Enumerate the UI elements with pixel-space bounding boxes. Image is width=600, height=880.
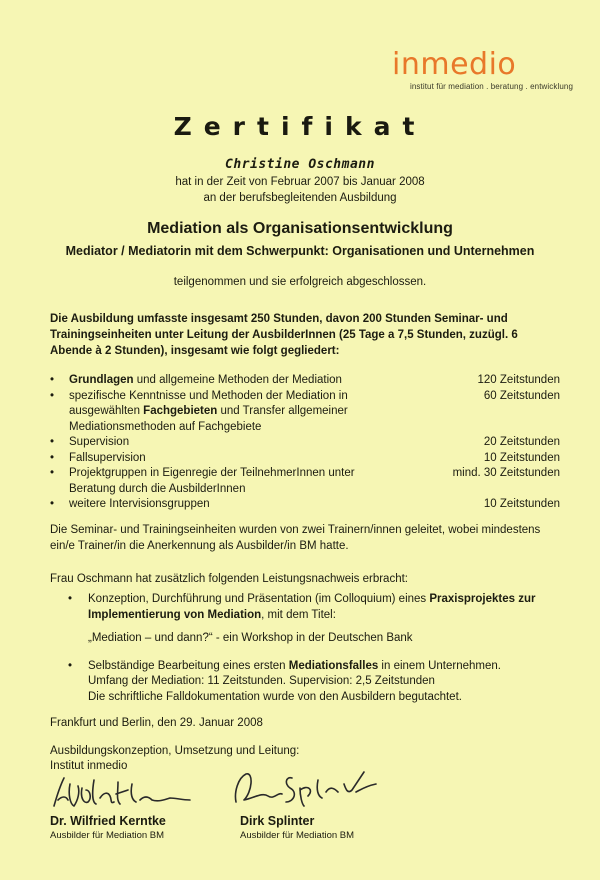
bullet-icon: •	[50, 498, 55, 510]
bullet-icon: •	[68, 593, 73, 605]
module-item	[50, 451, 570, 467]
certificate-title: Zertifikat	[173, 112, 427, 141]
logo-wordmark: inmedio	[392, 47, 517, 82]
module-bold: Grundlagen	[69, 374, 134, 386]
signer-role: Ausbilder für Mediation BM	[50, 830, 165, 841]
bullet-icon: •	[50, 451, 55, 464]
module-text: Projektgruppen in Eigenregie der TeilnehmerInnen unter Beratung durch die AusbilderInnen	[69, 467, 355, 495]
module-hours: 10 Zeitstunden	[483, 451, 560, 464]
signature-splinter	[228, 762, 388, 812]
module-item	[50, 497, 570, 513]
case-text: Selbständige Bearbeitung eines ersten	[88, 659, 289, 672]
project-text: Konzeption, Durchführung und Präsentation (im Colloquium) eines	[88, 593, 430, 605]
bullet-icon: •	[50, 436, 55, 448]
achievement-item	[68, 659, 548, 706]
project-bold: Praxisprojektes zur Implementierung von Mediation	[88, 593, 536, 621]
trainers-note: Die Seminar- und Trainingseinheiten wurden von zwei Trainern/innen geleitet, wobei mindestens ein/e Trainer/in die Anerkennung als Ausbilder/in BM hatte.	[50, 524, 541, 552]
training-summary: Die Ausbildung umfasste insgesamt 250 Stunden, davon 200 Stunden Seminar- und Trainingseinheiten unter Leitung der AusbilderInnen (25 Tage a 7,5 Stunden, zuzügl. 6 Abende à 2 Stunden), insgesamt wie folgt gegliedert:	[50, 313, 518, 357]
case-hours: Umfang der Mediation: 11 Zeitstunden. Supervision: 2,5 Zeitstunden	[88, 675, 435, 687]
module-text: weitere Intervisionsgruppen	[69, 498, 210, 510]
extra-achievements	[68, 592, 548, 705]
module-item	[50, 466, 570, 497]
place-date: Frankfurt und Berlin, den 29. Januar 2008	[50, 717, 263, 729]
module-text-pre: spezifische Kenntnisse und Methoden der Mediation in ausgewählten	[69, 389, 348, 417]
signer-name: Dirk Splinter	[240, 814, 315, 828]
project-post: , mit dem Titel:	[261, 608, 336, 621]
project-title: „Mediation – und dann?“	[88, 632, 213, 644]
module-bold: Fachgebieten	[143, 405, 218, 417]
case-bold: Mediationsfalles	[288, 659, 379, 672]
achievement-item	[68, 592, 548, 659]
bullet-icon: •	[50, 374, 55, 386]
module-list	[50, 373, 570, 513]
program-intro: an der berufsbegleitenden Ausbildung	[203, 192, 397, 204]
case-doc: Die schriftliche Falldokumentation wurde von den Ausbildern begutachtet.	[88, 690, 462, 703]
module-hours: 60 Zeitstunden	[483, 389, 560, 402]
course-title: Mediation als Organisationsentwicklung	[147, 220, 453, 237]
module-hours: 120 Zeitstunden	[477, 374, 560, 386]
recipient-name: Christine Oschmann	[225, 157, 375, 172]
signature-kerntke	[48, 770, 198, 816]
signer-role: Ausbilder für Mediation BM	[240, 830, 355, 841]
module-item	[50, 435, 570, 451]
module-hours: mind. 30 Zeitstunden	[452, 467, 560, 479]
bullet-icon: •	[68, 659, 73, 672]
module-item	[50, 373, 570, 389]
signer-name: Dr. Wilfried Kerntke	[50, 814, 166, 828]
module-text: und allgemeine Methoden der Mediation	[133, 374, 342, 386]
course-subtitle: Mediator / Mediatorin mit dem Schwerpunkt: Organisationen und Unternehmen	[65, 244, 535, 258]
period-line: hat in der Zeit von Februar 2007 bis Januar 2008	[175, 176, 425, 188]
module-text: Fallsupervision	[69, 451, 146, 464]
completion-line: teilgenommen und sie erfolgreich abgeschlossen.	[173, 276, 427, 288]
module-item	[50, 389, 570, 436]
org-name: Institut inmedio	[50, 760, 128, 772]
org-line: Ausbildungskonzeption, Umsetzung und Leitung:	[50, 745, 300, 757]
module-text: Supervision	[69, 436, 130, 448]
case-post: in einem Unternehmen.	[378, 659, 501, 672]
bullet-icon: •	[50, 467, 55, 479]
inmedio-logo	[392, 48, 592, 91]
project-title-post: - ein Workshop in der Deutschen Bank	[212, 632, 413, 644]
extra-intro: Frau Oschmann hat zusätzlich folgenden Leistungsnachweis erbracht:	[50, 573, 408, 585]
module-hours: 20 Zeitstunden	[483, 436, 560, 448]
bullet-icon: •	[50, 389, 55, 402]
logo-tagline: institut für mediation . beratung . entwicklung	[410, 82, 574, 91]
module-text: und Transfer allgemeiner Mediationsmethoden auf Fachgebiete	[69, 405, 348, 433]
module-hours: 10 Zeitstunden	[483, 498, 560, 510]
